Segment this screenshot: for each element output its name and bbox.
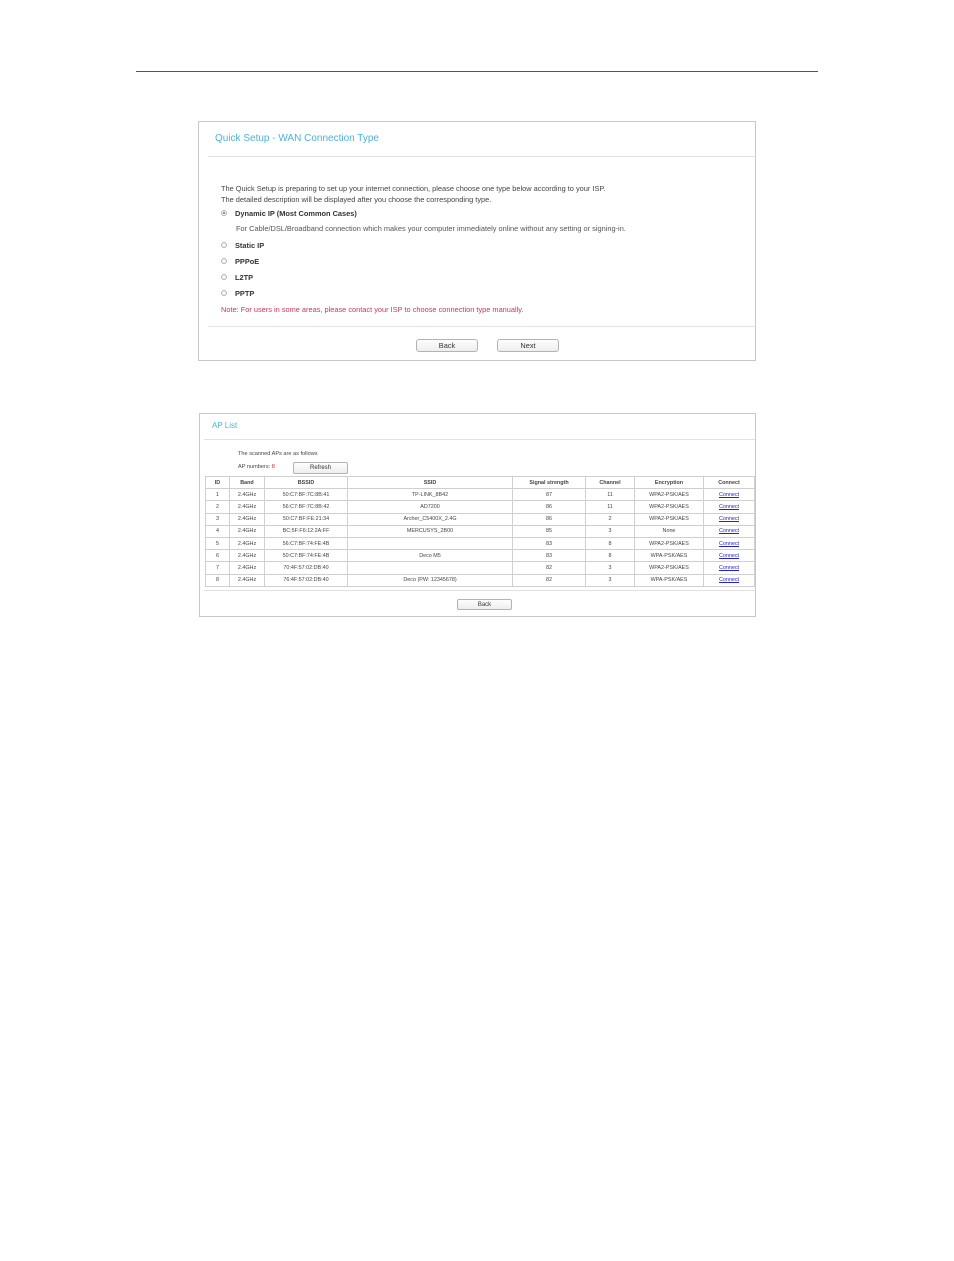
cell-ssid: TP-LINK_8B42 [348,489,513,501]
panel-title: Quick Setup - WAN Connection Type [215,133,379,144]
table-row [206,537,755,549]
table-row [206,489,755,501]
cell-ssid: Archer_C5400X_2.4G [348,513,513,525]
option-label: PPPoE [235,256,260,266]
cell-channel: 3 [586,525,635,537]
cell-ssid [348,537,513,549]
ap-table [205,476,755,587]
cell-band: 2.4GHz [230,574,265,586]
quick-setup-panel [198,121,756,361]
column-header-bssid: BSSID [265,477,348,489]
table-row [206,501,755,513]
connect-link[interactable]: Connect [718,564,740,571]
cell-signal: 83 [513,550,586,562]
cell-signal: 85 [513,525,586,537]
radio-l2tp[interactable] [221,274,227,280]
table-header-row [206,477,755,489]
cell-channel: 8 [586,550,635,562]
connect-link[interactable]: Connect [718,552,740,559]
radio-dynamic-ip[interactable] [221,210,227,216]
radio-static-ip[interactable] [221,242,227,248]
option-pppoe[interactable] [221,256,259,266]
back-button[interactable]: Back [416,339,478,352]
column-header-id: ID [206,477,230,489]
table-row [206,525,755,537]
cell-channel: 3 [586,574,635,586]
intro-line-1: The Quick Setup is preparing to set up your internet connection, please choose one type below according to your ISP. [221,184,606,193]
cell-bssid: 76:4F:57:02:DB:40 [265,574,348,586]
cell-signal: 87 [513,489,586,501]
dynamic-ip-description: For Cable/DSL/Broadband connection which makes your computer immediately online without any setting or signing-in. [236,224,626,233]
cell-band: 2.4GHz [230,537,265,549]
radio-pptp[interactable] [221,290,227,296]
cell-connect [704,562,755,574]
cell-encryption: WPA-PSK/AES [635,574,704,586]
panel-title: AP List [212,421,238,430]
option-static-ip[interactable] [221,240,264,250]
radio-pppoe[interactable] [221,258,227,264]
column-header-ssid: SSID [348,477,513,489]
cell-ssid [348,562,513,574]
cell-ssid: Deco (PW: 12345678) [348,574,513,586]
cell-id: 4 [206,525,230,537]
cell-ssid: AD7200 [348,501,513,513]
cell-signal: 86 [513,501,586,513]
cell-channel: 3 [586,562,635,574]
cell-encryption: WPA2-PSK/AES [635,513,704,525]
cell-encryption: WPA2-PSK/AES [635,501,704,513]
cell-connect [704,513,755,525]
cell-bssid: 50:C7:BF:FE:21:34 [265,513,348,525]
cell-band: 2.4GHz [230,501,265,513]
cell-channel: 11 [586,501,635,513]
cell-id: 2 [206,501,230,513]
cell-connect [704,537,755,549]
cell-channel: 2 [586,513,635,525]
back-button[interactable]: Back [457,599,512,610]
column-header-connect: Connect [704,477,755,489]
cell-bssid: 56:C7:BF:7C:8B:42 [265,501,348,513]
divider [204,439,755,440]
column-header-band: Band [230,477,265,489]
option-dynamic-ip[interactable] [221,208,357,218]
option-label: L2TP [235,272,254,282]
option-pptp[interactable] [221,288,254,298]
cell-connect [704,574,755,586]
cell-encryption: WPA2-PSK/AES [635,562,704,574]
cell-encryption: WPA2-PSK/AES [635,537,704,549]
table-row [206,513,755,525]
ap-numbers-value: 8 [271,464,275,470]
cell-encryption: None [635,525,704,537]
divider [208,156,755,157]
connect-link[interactable]: Connect [718,577,740,584]
option-label: PPTP [235,288,255,298]
column-header-signal: Signal strength [513,477,586,489]
cell-signal: 82 [513,574,586,586]
cell-bssid: 56:C7:BF:74:FE:4B [265,537,348,549]
table-row [206,562,755,574]
cell-id: 7 [206,562,230,574]
connect-link[interactable]: Connect [718,503,740,510]
refresh-button[interactable]: Refresh [293,462,348,474]
cell-id: 3 [206,513,230,525]
isp-note: Note: For users in some areas, please contact your ISP to choose connection type manually. [221,305,524,314]
connect-link[interactable]: Connect [718,528,740,535]
cell-signal: 82 [513,562,586,574]
cell-band: 2.4GHz [230,489,265,501]
cell-id: 8 [206,574,230,586]
cell-signal: 83 [513,537,586,549]
connect-link[interactable]: Connect [718,491,740,498]
cell-encryption: WPA2-PSK/AES [635,489,704,501]
column-header-channel: Channel [586,477,635,489]
option-label: Static IP [235,240,265,250]
ap-list-panel [199,413,756,617]
page-header-rule [136,71,818,72]
cell-band: 2.4GHz [230,562,265,574]
connect-link[interactable]: Connect [718,516,740,523]
cell-connect [704,525,755,537]
intro-text [221,184,605,205]
ap-numbers [238,464,275,470]
cell-signal: 86 [513,513,586,525]
table-row [206,574,755,586]
option-l2tp[interactable] [221,272,253,282]
cell-id: 6 [206,550,230,562]
cell-connect [704,489,755,501]
cell-bssid: 50:C7:BF:7C:8B:41 [265,489,348,501]
cell-ssid: MERCUSYS_2B00 [348,525,513,537]
table-row [206,550,755,562]
option-label: Dynamic IP (Most Common Cases) [235,208,357,218]
cell-band: 2.4GHz [230,525,265,537]
cell-channel: 8 [586,537,635,549]
divider [204,590,755,591]
cell-channel: 11 [586,489,635,501]
column-header-encryption: Encryption [635,477,704,489]
ap-numbers-label: AP numbers: [238,464,271,470]
cell-bssid: BC:5F:F6:12:2A:FF [265,525,348,537]
cell-connect [704,501,755,513]
cell-bssid: 50:C7:BF:74:FE:4B [265,550,348,562]
cell-connect [704,550,755,562]
scanned-aps-text: The scanned APs are as follows [238,451,318,457]
connect-link[interactable]: Connect [718,540,740,547]
cell-ssid: Deco M5 [348,550,513,562]
cell-bssid: 70:4F:57:02:DB:40 [265,562,348,574]
cell-encryption: WPA-PSK/AES [635,550,704,562]
cell-band: 2.4GHz [230,550,265,562]
cell-id: 1 [206,489,230,501]
divider [208,326,755,327]
next-button[interactable]: Next [497,339,559,352]
intro-line-2: The detailed description will be displayed after you choose the corresponding type. [221,194,492,204]
cell-id: 5 [206,537,230,549]
cell-band: 2.4GHz [230,513,265,525]
